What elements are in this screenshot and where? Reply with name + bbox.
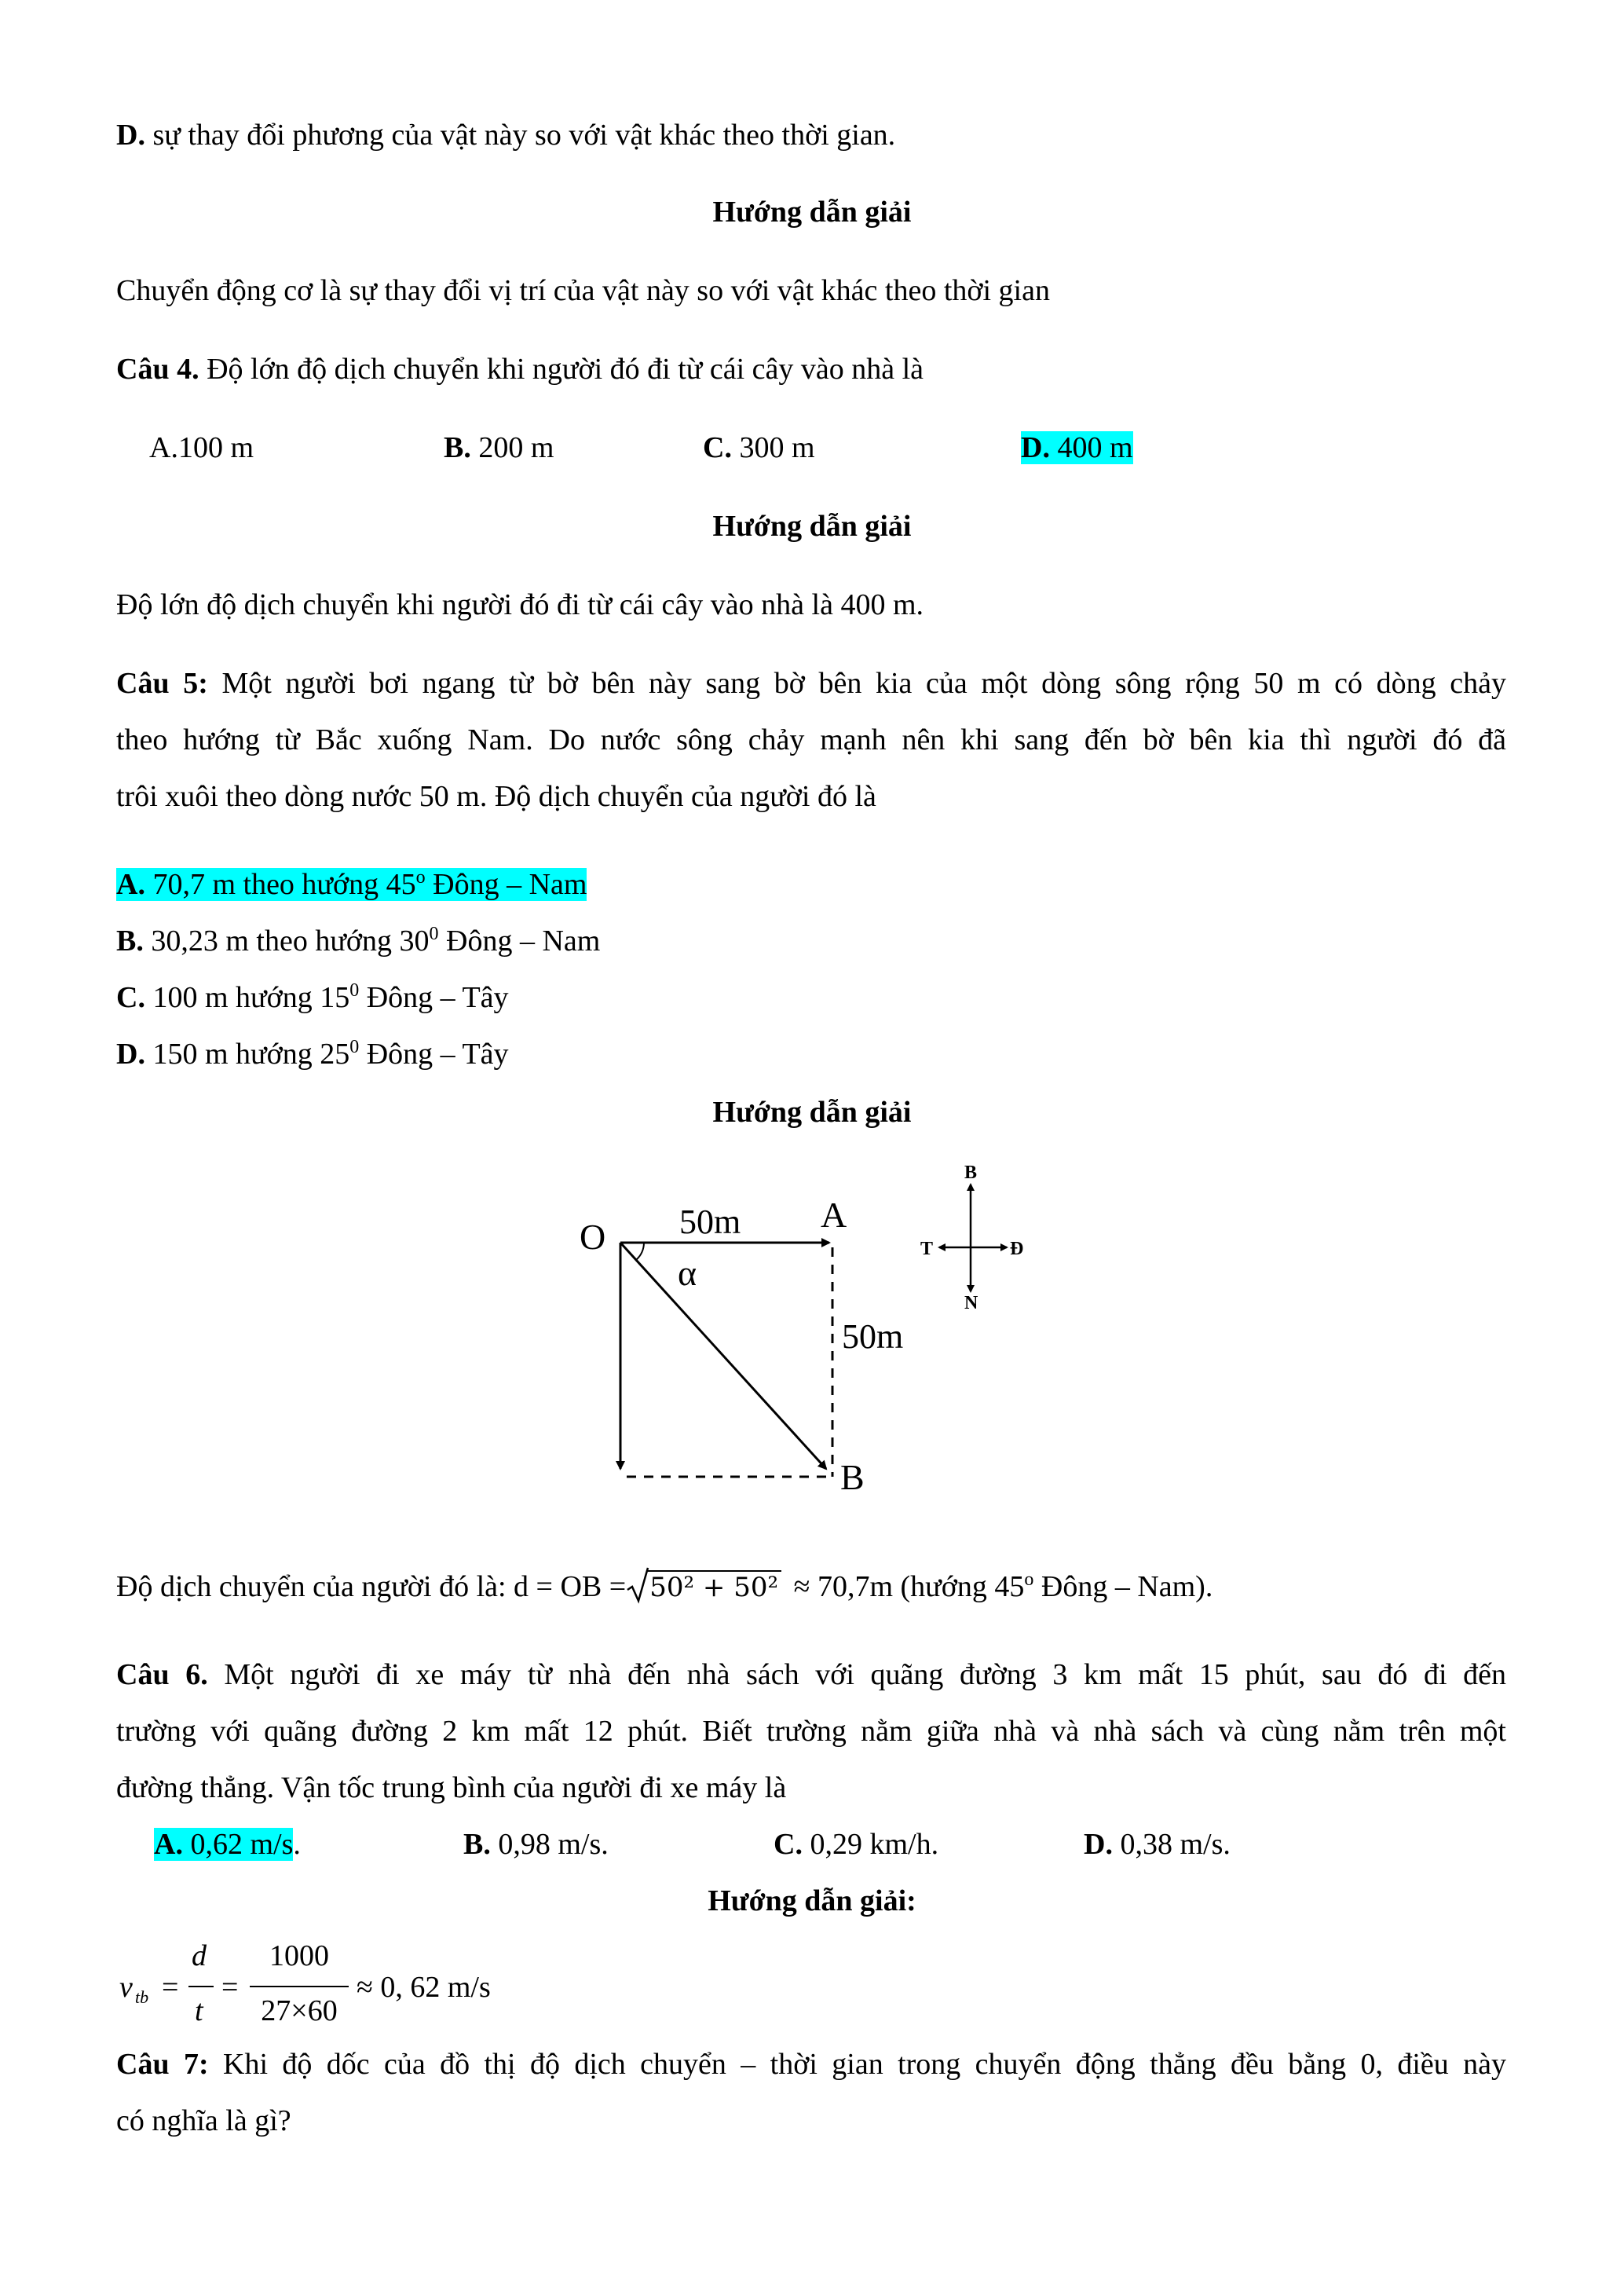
q5-option-a-text: 70,7 m theo hướng 45 [144,868,416,901]
q5-option-b-post: Đông – Nam [438,925,601,958]
compass-west: T [920,1239,934,1259]
q5-answer-end: Đông – Nam). [1033,1570,1213,1603]
q5-text1: Một người bơi ngang từ bờ bên này sang bờ bên kia của một dòng sông rộng 50 m có dòng chảy [207,667,1507,700]
q6-text1: Một người đi xe máy từ nhà đến nhà sách với quãng đường 3 km mất 15 phút, sau đó đi đến [207,1658,1506,1691]
q6-option-c [774,1827,938,1863]
q5-answer-pre: Độ dịch chuyển của người đó là: d = OB = [116,1570,627,1603]
q3-guide-text: Chuyển động cơ là sự thay đổi vị trí của vật này so với vật khác theo thời gian [116,274,1050,307]
q3-option-d-letter: D. [116,119,145,152]
q5-option-b-sup: 0 [429,924,439,944]
q5-option-d-letter: D. [116,1038,145,1071]
q4-option-d [1021,430,1133,467]
q4-option-d-text: 400 m [1049,431,1133,464]
q6-option-a-letter: A. [154,1828,183,1861]
q6-option-b [463,1827,609,1863]
formula-d: d [192,1939,207,1972]
q5-option-a [116,867,587,903]
sqrt-icon [626,1566,649,1606]
q5-guide-title: Hướng dẫn giải [712,1096,912,1129]
q5-option-a-letter: A. [116,868,145,901]
q5-option-b [116,924,600,960]
q4-guide-title: Hướng dẫn giải [712,510,912,543]
q7-line1 [116,2047,1506,2083]
formula-eq1: = [162,1971,179,2004]
q4-option-a-text: A.100 m [149,431,254,464]
label-o: O [580,1217,606,1257]
q3-guide-title: Hướng dẫn giải [712,196,912,229]
q6-line3: đường thẳng. Vận tốc trung bình của người đi xe máy là [116,1771,787,1804]
q3-option-d [116,118,895,154]
q7-label: Câu 7: [116,2048,209,2081]
vector-ob [620,1243,826,1469]
q6-option-a-text: 0,62 m/s [182,1828,294,1861]
q5-option-c [116,980,509,1016]
q5-option-c-letter: C. [116,981,145,1014]
q4-guide-text: Độ lớn độ dịch chuyển khi người đó đi từ cái cây vào nhà là 400 m. [116,588,924,621]
q6-formula [116,1935,587,2038]
q6-guide-title: Hướng dẫn giải: [708,1884,916,1917]
q4-text: Độ lớn độ dịch chuyển khi người đó đi từ cái cây vào nhà là [199,353,924,386]
formula-v: v [119,1971,133,2004]
q4-option-b-letter: B. [444,431,471,464]
label-ab: 50m [842,1317,904,1356]
q5-line3: trôi xuôi theo dòng nước 50 m. Độ dịch chuyển của người đó là [116,780,876,813]
q4-option-c-text: 300 m [731,431,815,464]
q5-line2: theo hướng từ Bắc xuống Nam. Do nước sông chảy mạnh nên khi sang đến bờ bên kia thì người đó đã [116,723,1506,756]
q5-line1 [116,666,1506,702]
q6-option-d [1084,1827,1231,1863]
sqrt-radicand: 50² + 50² [646,1570,781,1603]
q4-option-d-letter: D. [1021,431,1050,464]
sqrt-expression [626,1569,781,1606]
label-b: B [840,1457,865,1497]
displacement-diagram [565,1155,1052,1516]
q7-line2: có nghĩa là gì? [116,2104,291,2137]
formula-eq2: = [221,1971,239,2004]
formula-result: ≈ 0, 62 m/s [357,1971,491,2004]
q4-label: Câu 4. [116,353,199,386]
q5-option-a-sup: o [415,867,426,888]
fraction-bar-2 [250,1986,349,1987]
q4-option-c-letter: C. [703,431,732,464]
compass-south: N [964,1293,978,1313]
q5-answer-sup: o [1024,1569,1034,1590]
fraction-bar-1 [188,1986,214,1987]
compass-east: Đ [1010,1239,1024,1259]
q6-option-a-tail: . [293,1828,301,1861]
formula-numerator: 1000 [269,1939,329,1972]
formula-sub: tb [135,1987,149,2007]
q6-label: Câu 6. [116,1658,208,1691]
q3-option-d-text: sự thay đổi phương của vật này so với vật khác theo thời gian. [144,119,896,152]
q4-option-a [149,430,254,467]
label-oa: 50m [679,1203,741,1241]
q6-line2: trường với quãng đường 2 km mất 12 phút. Biết trường nằm giữa nhà và nhà sách và cùng nằm trên một [116,1715,1506,1748]
q5-option-b-text: 30,23 m theo hướng 30 [143,925,430,958]
formula-denominator: 27×60 [261,1994,338,2027]
q5-option-b-letter: B. [116,925,144,958]
q5-label: Câu 5: [116,667,208,700]
q5-option-c-post: Đông – Tây [359,981,509,1014]
q4-question [116,352,924,388]
q6-option-b-letter: B. [463,1828,491,1861]
q5-option-c-text: 100 m hướng 15 [144,981,350,1014]
q5-answer-post: ≈ 70,7m (hướng 45 [786,1570,1025,1603]
label-a: A [821,1195,847,1235]
q6-option-a [154,1827,301,1863]
q6-option-c-text: 0,29 km/h. [802,1828,939,1861]
q5-option-d-sup: 0 [349,1037,360,1057]
q4-option-c [703,430,815,467]
compass-north: B [964,1163,978,1183]
q5-option-a-post: Đông – Nam [425,868,587,901]
q5-option-d-post: Đông – Tây [359,1038,509,1071]
q5-answer [116,1569,1213,1606]
q5-option-d-text: 150 m hướng 25 [144,1038,350,1071]
label-alpha: α [678,1253,697,1293]
q4-option-b-text: 200 m [470,431,554,464]
q6-option-d-letter: D. [1084,1828,1113,1861]
q5-option-d [116,1037,509,1073]
q5-option-c-sup: 0 [349,980,360,1001]
angle-arc [636,1243,644,1260]
compass-icon [920,1163,1023,1313]
q6-option-c-letter: C. [774,1828,803,1861]
q6-option-d-text: 0,38 m/s. [1112,1828,1231,1861]
formula-t: t [195,1994,203,2027]
q7-text1: Khi độ dốc của đồ thị độ dịch chuyển – thời gian trong chuyển động thẳng đều bằng 0, điều này [208,2048,1506,2081]
q6-option-b-text: 0,98 m/s. [490,1828,609,1861]
q6-line1 [116,1657,1506,1694]
q4-option-b [444,430,554,467]
